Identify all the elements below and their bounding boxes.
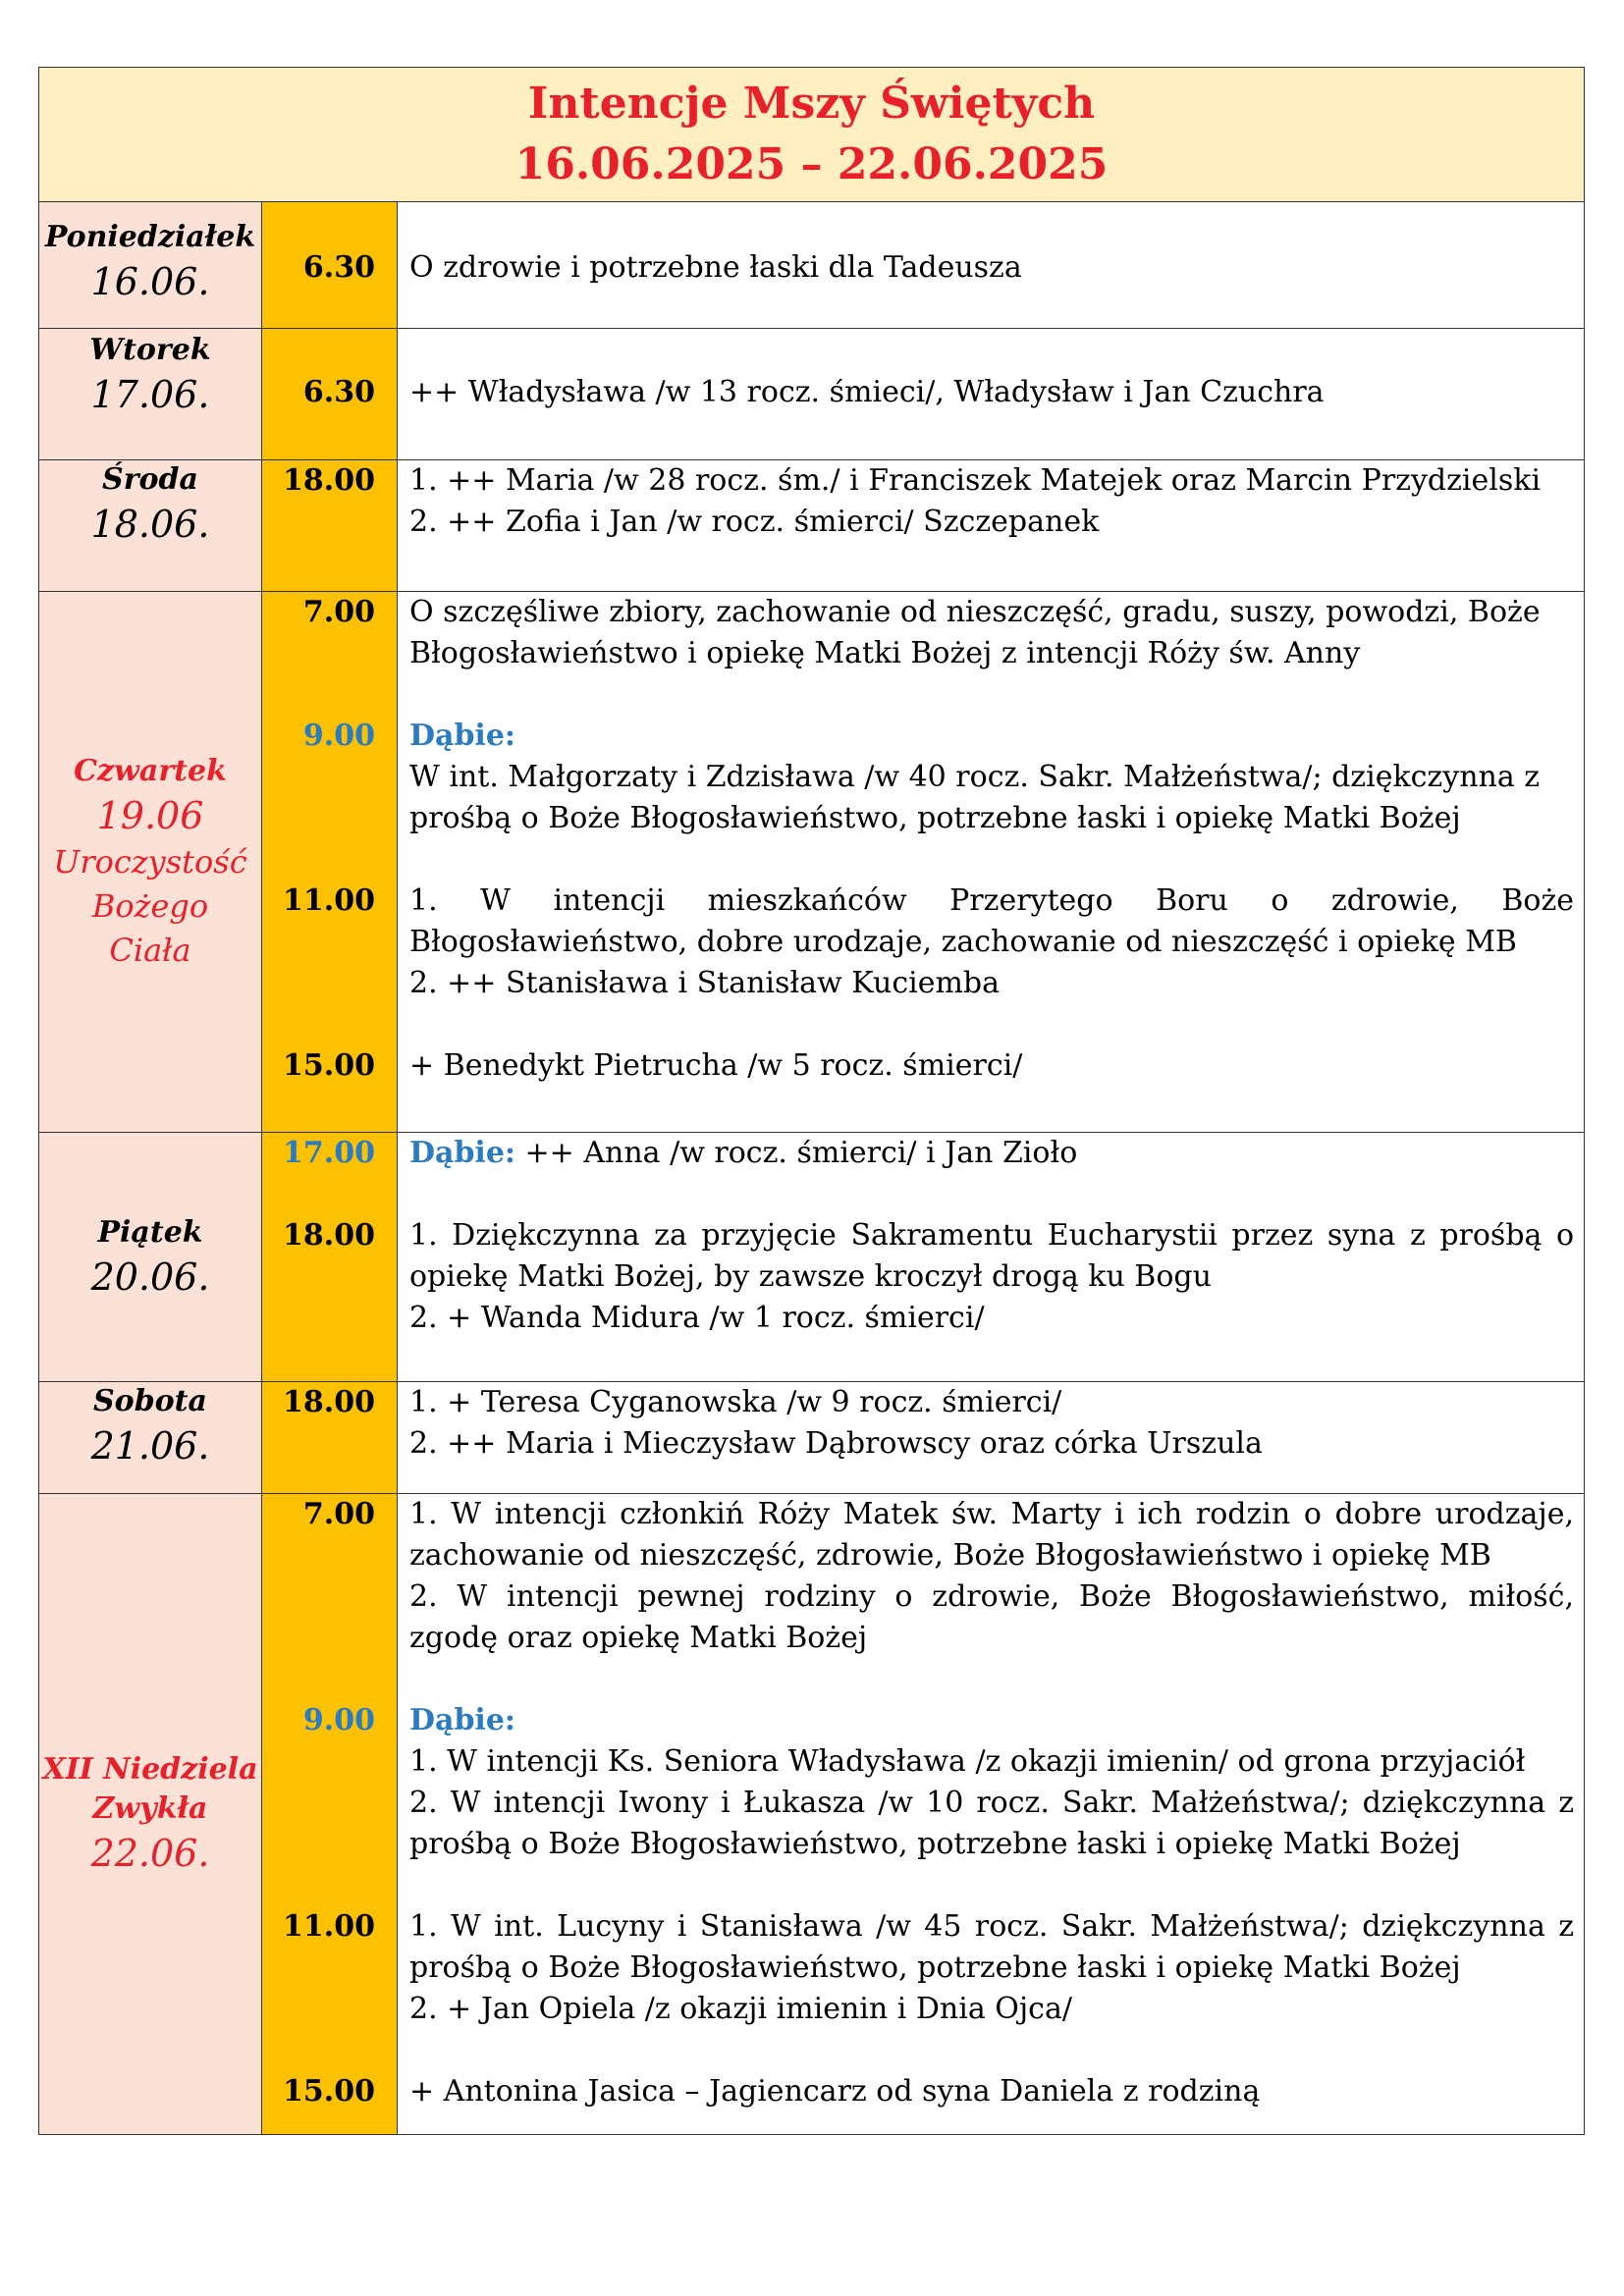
intention-line: + Benedykt Pietrucha /w 5 rocz. śmierci/ — [409, 1048, 1023, 1083]
mass-time: 6.30 — [302, 250, 375, 285]
mass-entry — [409, 592, 1574, 674]
intention-line: + Antonina Jasica – Jagiencarz od syna Daniela z rodziną — [409, 2074, 1261, 2109]
feast-name-line: Uroczystość — [53, 842, 247, 881]
intention-line: O szczęśliwe zbiory, zachowanie od nieszczęść, gradu, suszy, powodzi, Boże — [409, 595, 1541, 629]
location-label: Dąbie: — [409, 719, 515, 753]
feast-name-line: Ciała — [109, 931, 191, 969]
mass-time: 7.00 — [302, 595, 375, 629]
mass-entry — [409, 2071, 1574, 2112]
day-row-monday — [39, 202, 1585, 329]
mass-time: 18.00 — [283, 463, 375, 498]
intention-line: 1. W intencji mieszkańców Przerytego Boru o zdrowie, Boże — [409, 883, 1575, 918]
day-date: 20.06. — [90, 1255, 210, 1299]
day-date: 16.06. — [90, 260, 210, 303]
mass-entry — [409, 1133, 1574, 1174]
mass-time: 6.30 — [302, 375, 375, 409]
mass-time: 18.00 — [283, 1218, 375, 1253]
intention-line: prośbą o Boże Błogosławieństwo, potrzebne łaski i opiekę Matki Bożej — [409, 801, 1461, 835]
intention-line: 1. + Teresa Cyganowska /w 9 rocz. śmierci/ — [409, 1385, 1062, 1419]
day-name: Wtorek — [89, 333, 211, 367]
mass-time: 9.00 — [302, 719, 375, 753]
mass-entry — [409, 881, 1574, 1004]
intention-line: zachowanie od nieszczęść, zdrowie, Boże Błogosławieństwo i opiekę MB — [409, 1538, 1491, 1573]
day-cell — [39, 460, 262, 592]
day-name: XII Niedziela — [42, 1752, 258, 1787]
intention-line: ++ Władysława /w 13 rocz. śmieci/, Władysław i Jan Czuchra — [409, 375, 1325, 409]
intention-line: 2. W intencji Iwony i Łukasza /w 10 rocz. Sakr. Małżeństwa/; dziękczynna z — [409, 1786, 1575, 1820]
mass-time: 9.00 — [302, 1703, 375, 1737]
intention-cell — [398, 202, 1585, 329]
mass-entry — [409, 716, 1574, 839]
location-label: Dąbie: — [409, 1703, 515, 1737]
mass-time: 18.00 — [283, 1385, 375, 1419]
day-cell — [39, 1133, 262, 1382]
mass-time: 15.00 — [283, 2074, 375, 2109]
intentions-sheet — [38, 67, 1584, 2135]
mass-entry — [409, 1045, 1574, 1087]
day-name: Piątek — [97, 1214, 203, 1250]
day-cell — [39, 202, 262, 329]
intention-line: 2. ++ Zofia i Jan /w rocz. śmierci/ Szczepanek — [409, 505, 1100, 539]
day-cell — [39, 1494, 262, 2135]
day-name: Środa — [102, 462, 198, 497]
day-row-friday — [39, 1133, 1585, 1382]
day-name-line2: Zwykła — [92, 1791, 208, 1826]
day-cell — [39, 592, 262, 1133]
intention-line: 2. ++ Maria i Mieczysław Dąbrowscy oraz córka Urszula — [409, 1426, 1263, 1461]
intention-line: 1. W intencji członkiń Róży Matek św. Marty i ich rodzin o dobre urodzaje, — [409, 1497, 1575, 1531]
intention-line: Błogosławieństwo i opiekę Matki Bożej z intencji Róży św. Anny — [409, 636, 1361, 670]
mass-entry — [409, 1700, 1574, 1865]
time-cell — [262, 329, 398, 460]
mass-time: 11.00 — [283, 1909, 375, 1944]
day-name: Sobota — [93, 1384, 207, 1418]
intention-cell — [398, 1133, 1585, 1382]
time-cell — [262, 592, 398, 1133]
feast-name-line: Bożego — [91, 886, 209, 925]
intention-line: 1. ++ Maria /w 28 rocz. śm./ i Franciszek Matejek oraz Marcin Przydzielski — [409, 463, 1542, 498]
intention-line: opiekę Matki Bożej, by zawsze kroczył drogą ku Bogu — [409, 1259, 1212, 1294]
day-cell — [39, 329, 262, 460]
mass-time: 11.00 — [283, 883, 375, 918]
title-header — [39, 68, 1585, 202]
day-name: Poniedziałek — [44, 220, 256, 254]
day-name: Czwartek — [74, 753, 227, 788]
day-row-tuesday — [39, 329, 1585, 460]
mass-entry — [409, 1215, 1574, 1339]
intentions-table — [38, 67, 1585, 2135]
intention-line: 1. W int. Lucyny i Stanisława /w 45 rocz. Sakr. Małżeństwa/; dziękczynna z — [409, 1909, 1575, 1944]
day-date: 18.06. — [90, 503, 210, 546]
intention-cell — [398, 460, 1585, 592]
intention-line: 2. ++ Stanisława i Stanisław Kuciemba — [409, 966, 1001, 1000]
time-cell — [262, 1494, 398, 2135]
intention-line: 2. W intencji pewnej rodziny o zdrowie, Boże Błogosławieństwo, miłość, — [409, 1579, 1575, 1614]
day-row-sunday — [39, 1494, 1585, 2135]
day-row-saturday — [39, 1382, 1585, 1494]
time-cell — [262, 202, 398, 329]
intention-line: prośbą o Boże Błogosławieństwo, potrzebne łaski i opiekę Matki Bożej — [409, 1950, 1461, 1985]
day-cell — [39, 1382, 262, 1494]
time-cell — [262, 1382, 398, 1494]
day-date: 22.06. — [90, 1832, 210, 1875]
intention-line: zgodę oraz opiekę Matki Bożej — [409, 1621, 868, 1655]
mass-time: 7.00 — [302, 1497, 375, 1531]
intention-line: ++ Anna /w rocz. śmierci/ i Jan Zioło — [524, 1136, 1078, 1170]
day-row-wednesday — [39, 460, 1585, 592]
intention-line: Błogosławieństwo, dobre urodzaje, zachowanie od nieszczęść i opiekę MB — [409, 925, 1517, 959]
day-date: 21.06. — [90, 1424, 210, 1468]
location-label: Dąbie: — [409, 1136, 515, 1170]
intention-line: O zdrowie i potrzebne łaski dla Tadeusza — [409, 250, 1022, 285]
intention-line: 1. Dziękczynna za przyjęcie Sakramentu Eucharystii przez syna z prośbą o — [409, 1218, 1575, 1253]
time-cell — [262, 460, 398, 592]
intention-line: 2. + Jan Opiela /z okazji imienin i Dnia Ojca/ — [409, 1992, 1072, 2026]
intention-line: W int. Małgorzaty i Zdzisława /w 40 rocz. Sakr. Małżeństwa/; dziękczynna z — [409, 760, 1541, 794]
date-range: 16.06.2025 – 22.06.2025 — [514, 139, 1109, 189]
page-title: Intencje Mszy Świętych — [527, 79, 1096, 129]
day-date: 17.06. — [90, 373, 210, 416]
intention-line: 1. W intencji Ks. Seniora Władysława /z okazji imienin/ od grona przyjaciół — [409, 1744, 1526, 1779]
intention-line: prośbą o Boże Błogosławieństwo, potrzebne łaski i opiekę Matki Bożej — [409, 1827, 1461, 1861]
intention-line: 2. + Wanda Midura /w 1 rocz. śmierci/ — [409, 1301, 985, 1335]
day-date: 19.06 — [96, 793, 204, 837]
mass-time: 15.00 — [283, 1048, 375, 1083]
intention-cell — [398, 1382, 1585, 1494]
day-row-thursday — [39, 592, 1585, 1133]
time-cell — [262, 1133, 398, 1382]
intention-cell — [398, 592, 1585, 1133]
intention-cell — [398, 329, 1585, 460]
mass-entry — [409, 1494, 1574, 1659]
mass-entry — [409, 1906, 1574, 2030]
mass-time: 17.00 — [283, 1136, 375, 1170]
intention-cell — [398, 1494, 1585, 2135]
